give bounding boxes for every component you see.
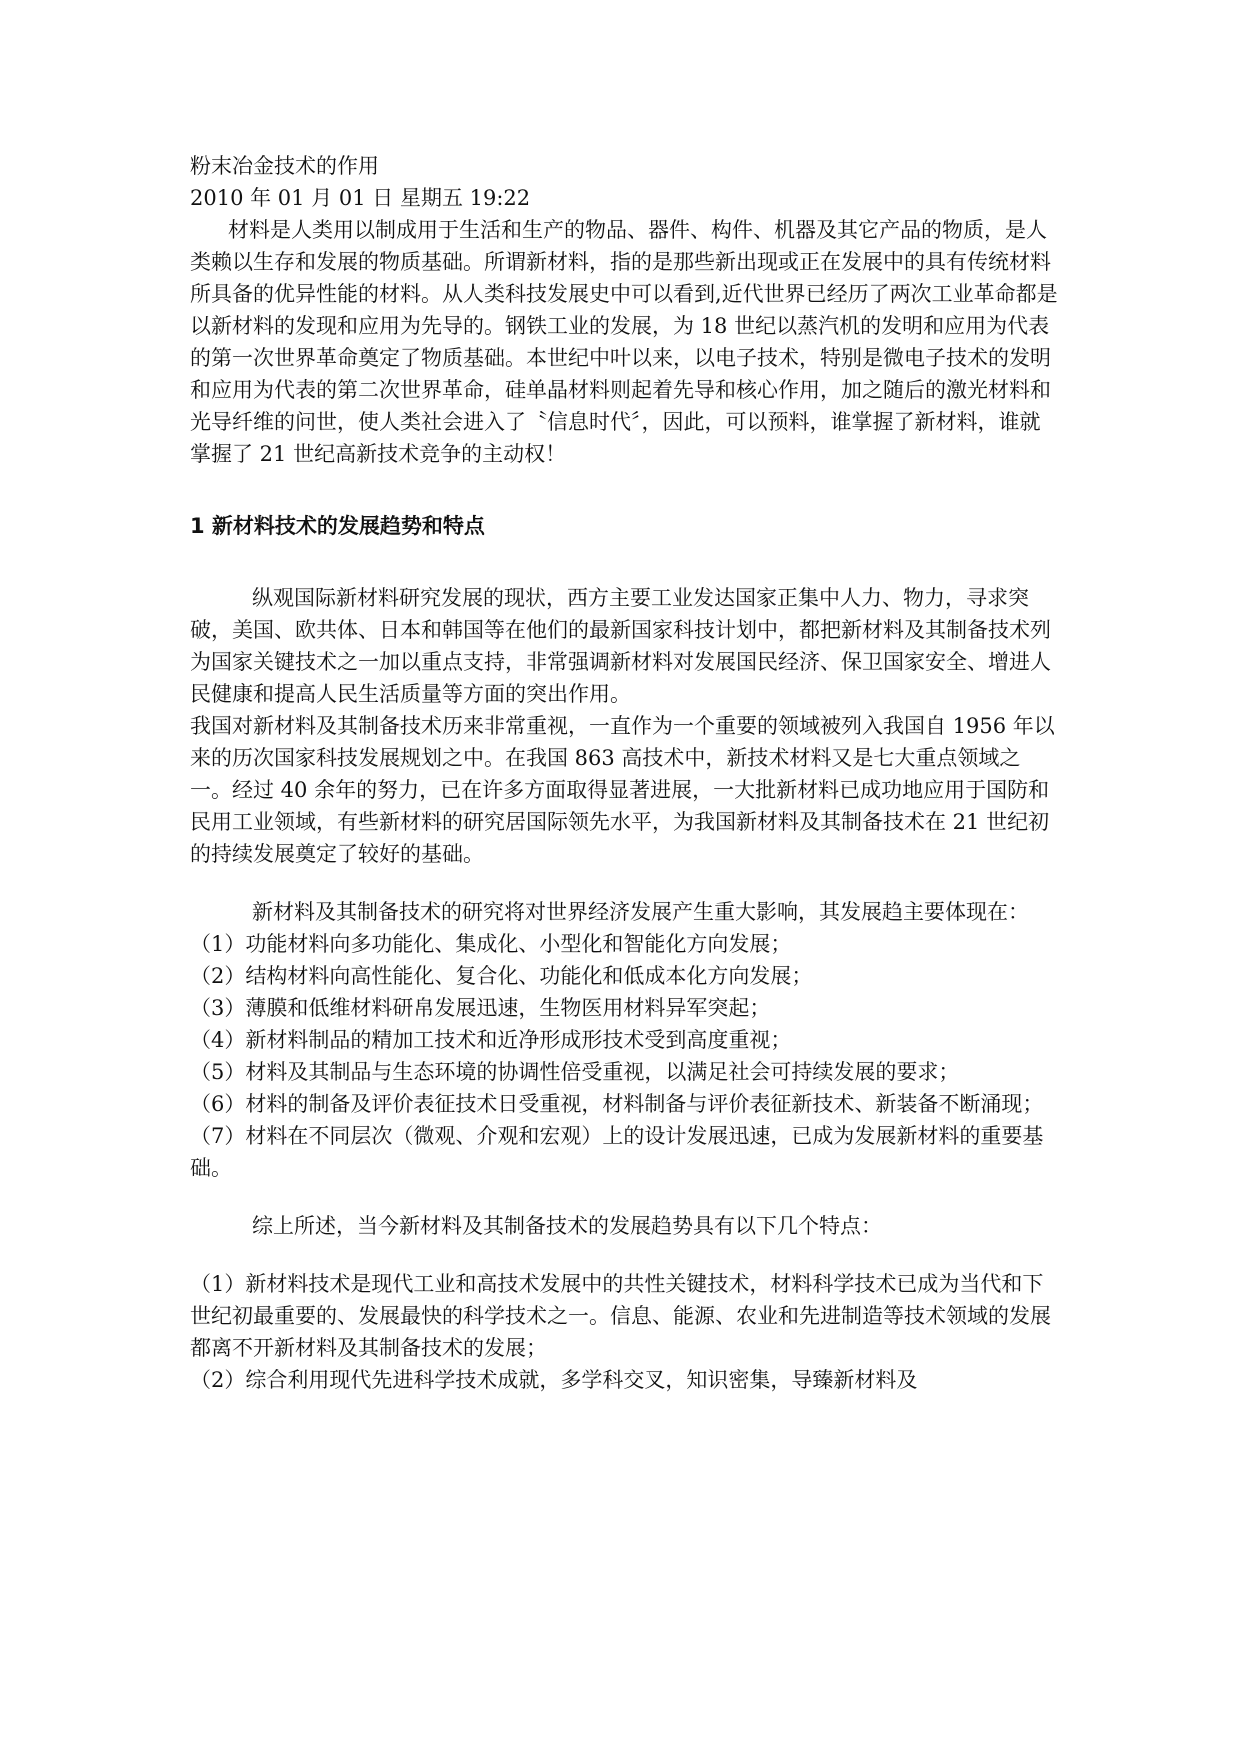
list-item: （6）材料的制备及评价表征技术日受重视，材料制备与评价表征新技术、新装备不断涌现； <box>190 1092 1044 1116</box>
spacer <box>190 542 1060 582</box>
spacer <box>190 470 1060 510</box>
section-paragraph: 纵观国际新材料研究发展的现状，西方主要工业发达国家正集中人力、物力，寻求突破，美国、欧共体、日本和韩国等在他们的最新国家科技计划中，都把新材料及其制备技术列为国家关键技术之一加以重点支持，非常强调新材料对发展国民经济、保卫国家安全、增进人民健康和提高人民生活质量等方面的突出作用。 <box>190 586 1051 706</box>
list-item: （2）结构材料向高性能化、复合化、功能化和低成本化方向发展； <box>190 964 813 988</box>
intro-paragraph: 材料是人类用以制成用于生活和生产的物品、器件、构件、机器及其它产品的物质，是人类赖以生存和发展的物质基础。所谓新材料，指的是那些新出现或正在发展中的具有传统材料所具备的优异性能的材料。从人类科技发展史中可以看到,近代世界已经历了两次工业革命都是以新材料的发现和应用为先导的。钢铁工业的发展，为 18 世纪以蒸汽机的发明和应用为代表的第一次世界革命奠定了物质基础。本世纪中叶以来，以电子技术，特别是微电子技术的发明和应用为代表的第二次世界革命，硅单晶材料则起着先导和核心作用，加之随后的激光材料和光导纤维的问世，使人类社会进入了〝信息时代〞，因此，可以预料，谁掌握了新材料，谁就掌握了 21 世纪高新技术竞争的主动权！ <box>190 218 1058 466</box>
section-paragraph: 新材料及其制备技术的研究将对世界经济发展产生重大影响，其发展趋主要体现在： <box>252 900 1029 924</box>
trend-list <box>190 928 1060 1184</box>
section-heading: 1 新材料技术的发展趋势和特点 <box>190 514 485 538</box>
document-date: 2010 年 01 月 01 日 星期五 19:22 <box>190 186 531 210</box>
document-title: 粉末冶金技术的作用 <box>190 154 379 178</box>
section-paragraph: 综上所述，当今新材料及其制备技术的发展趋势具有以下几个特点： <box>252 1214 882 1238</box>
spacer <box>190 1242 1060 1268</box>
section-paragraph: 我国对新材料及其制备技术历来非常重视，一直作为一个重要的领域被列入我国自 1956 年以来的历次国家科技发展规划之中。在我国 863 高技术中，新技术材料又是七大重点领域之一。经过 40 余年的努力，已在许多方面取得显著进展，一大批新材料已成功地应用于国防和民用工业领域，有些新材料的研究居国际领先水平，为我国新材料及其制备技术在 21 世纪初的持续发展奠定了较好的基础。 <box>190 714 1055 866</box>
list-item: （3）薄膜和低维材料研帛发展迅速，生物医用材料异军突起； <box>190 996 771 1020</box>
feature-list <box>190 1268 1060 1396</box>
list-item: （7）材料在不同层次（微观、介观和宏观）上的设计发展迅速，已成为发展新材料的重要基础。 <box>190 1124 1044 1180</box>
list-item: （1）新材料技术是现代工业和高技术发展中的共性关键技术，材料科学技术已成为当代和下世纪初最重要的、发展最快的科学技术之一。信息、能源、农业和先进制造等技术领域的发展都离不开新材料及其制备技术的发展； <box>190 1272 1051 1360</box>
spacer <box>190 1184 1060 1210</box>
list-item: （2）综合利用现代先进科学技术成就，多学科交叉，知识密集，导臻新材料及 <box>190 1368 918 1392</box>
document-page <box>190 150 1060 1396</box>
list-item: （4）新材料制品的精加工技术和近净形成形技术受到高度重视； <box>190 1028 792 1052</box>
list-item: （5）材料及其制品与生态环境的协调性倍受重视，以满足社会可持续发展的要求； <box>190 1060 960 1084</box>
list-item: （1）功能材料向多功能化、集成化、小型化和智能化方向发展； <box>190 932 792 956</box>
spacer <box>190 870 1060 896</box>
